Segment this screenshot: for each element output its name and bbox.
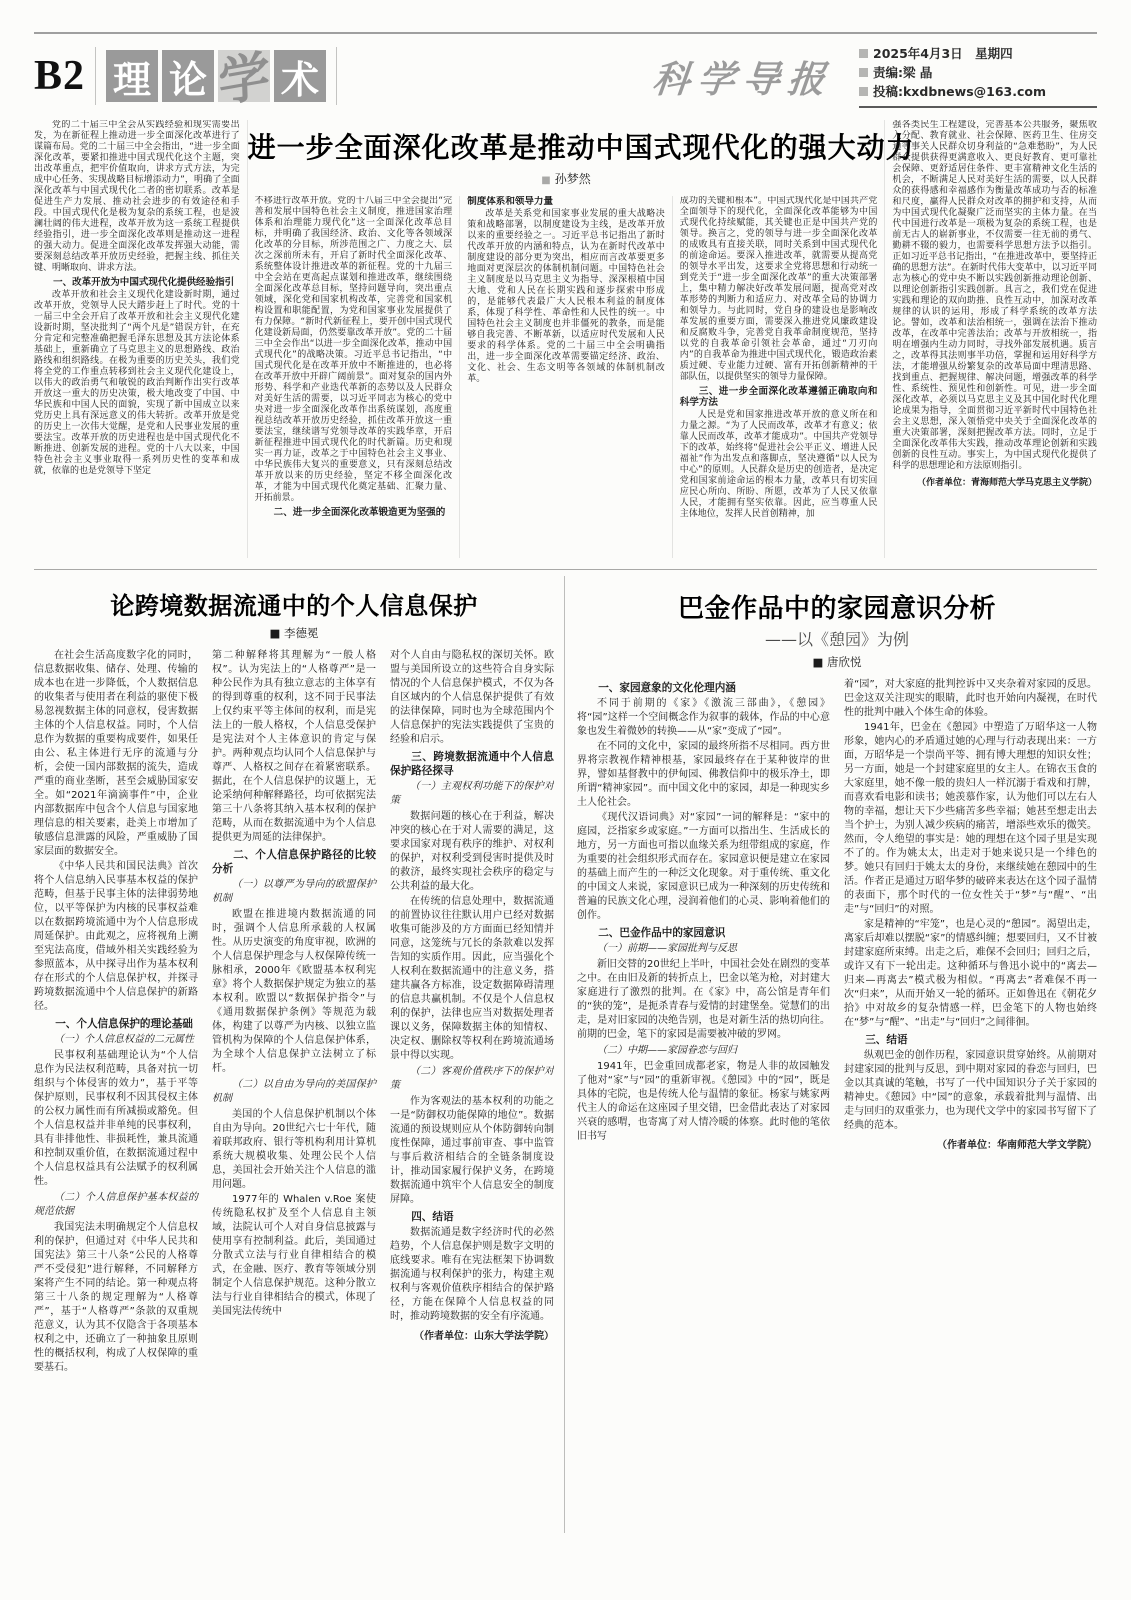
sub-subheading: （二）客观价值秩序下的保护对策 [390, 1066, 554, 1091]
subheading: 一、家园意象的文化伦理内涵 [598, 682, 736, 694]
paragraph: 1941年，巴金重回成都老家，物是人非的故园触发了他对“家”与“园”的重新审视。《憩园》中的“园”，既是具体的宅院，也是传统人伦与温情的象征。杨家与姚家两代主人的命运在这座园子里交错，巴金借此表达了对家园兴衰的感喟，也寄寓了对人情冷暖的体察。此时他的笔依旧书写 [577, 1061, 830, 1142]
paragraph: 我国宪法未明确规定个人信息权利的保护，但通过对《中华人民共和国宪法》第三十八条“公民的人格尊严不受侵犯”进行解释，不同解释方案将产生不同的结论。第一种观点将第三十八条的规定理解为“人格尊严”，基于“人格尊严”条款的双重规范意义，认为其不仅隐含于各项基本权利之中，还确立了一种抽象且原则性的概括权利，构成了人权保障的重要基石。 [34, 1222, 198, 1373]
sub-subheading: （一）个人信息权益的二元属性 [54, 1034, 194, 1045]
sub-subheading: （一）前期——家园批判与反思 [597, 943, 737, 954]
subheading: 二、进一步全面深化改革锻造更为坚强的 [273, 507, 446, 518]
byline-square-icon: ■ [541, 175, 551, 186]
top-rule [34, 32, 1097, 34]
page-header [34, 38, 1097, 114]
header-left [34, 43, 337, 115]
square-bullet-icon [859, 49, 868, 58]
subheading: 二、个人信息保护路径的比较分析 [212, 849, 376, 875]
header-right [650, 44, 1097, 108]
page-number: B2 [34, 53, 86, 99]
paragraph: 《现代汉语词典》对“家园”一词的解释是：“家中的庭园，泛指家乡或家庭。”一方面可以指出生、生活成长的地方，另一方面也可指以血缘关系为纽带组成的家庭，作为重要的社会组织形式而存在。家园意识便是建立在家园的基础上而产生的一种泛文化现象。对于重传统、重文化的中国文人来说，家园意识已成为一种深刻的历史传统和普遍的民族文化心理，浸润着他们的心灵、影响着他们的创作。 [577, 812, 830, 921]
article-column [247, 196, 460, 558]
paragraph: 1941年，巴金在《憩园》中塑造了万昭华这一人物形象，她内心的矛盾通过她的心理与行动表现出来：一方面，万昭华是一个崇尚平等、拥有博大理想的知识女性；另一方面，她是一个封建家庭里的女主人。在锦衣玉食的大家庭里，她不像一般的贵妇人一样沉溺于看戏和打牌，而喜欢看电影和读书；她羡慕作家，认为他们可以左右人物的幸福，想让天下少些痛苦多些幸福；她甚至想走出去当个护士，为别人减少疾病的痛苦，增添些欢乐的微笑。然而，令人绝望的事实是：她的理想在这个园子里是实现不了的。作为姚太太，出走对于她来说只是一个绯色的梦。她只有回归于姚太太的身份，来继续她在憩园中的生活。作者正是通过万昭华梦的破碎来表达在这个园子温情的表面下，那个时代的一位女性关于“梦”与“醒”、“出走”与“回归”的对照。 [844, 722, 1097, 915]
article-column [672, 196, 885, 558]
paragraph: 作为客观法的基本权利的功能之一是“防御权功能保障的地位”。数据流通的预设规则应从个体防御转向制度性保障，通过事前审查、事中监管与事后救济相结合的全链条制度设计，推动国家履行保护义务，在跨境数据流通中筑牢个人信息安全的制度屏障。 [390, 1096, 554, 1205]
main-headline-block [247, 120, 915, 196]
left-article-byline [34, 625, 554, 641]
main-article [34, 120, 1097, 558]
sub-subheading: （一）以尊严为导向的欧盟保护机制 [212, 879, 376, 904]
subheading: 三、跨境数据流通中个人信息保护路径探寻 [390, 751, 554, 777]
left-article-columns [34, 649, 554, 1541]
editor-line: 责编:梁 晶 [859, 63, 1097, 82]
right-article-columns [577, 678, 1097, 1530]
paragraph: 数据问题的核心在于利益，解决冲突的核心在于对人需要的满足，这要求国家对现有秩序的维护、对权利的保护，对权利受到侵害时提供及时的救济，最终实现社会秩序的稳定与公共利益的最大化。 [390, 811, 554, 892]
paragraph: 1977年的 Whalen v.Roe 案使传统隐私权扩及至个人信息自主领域，法院认可个人对自身信息披露与使用享有控制利益。此后，美国通过分散式立法与行业自律相结合的模式，在金融、医疗、教育等领域分别制定个人信息保护规范。这种分散立法与行业自律相结合的模式，体现了美国宪法传统中 [212, 1194, 376, 1317]
paragraph: 在不同的文化中，家园的最终所指不尽相同。西方世界将宗教视作精神根基，家园最终存在于某种彼岸的世界，譬如基督教中的伊甸园、佛教信仰中的极乐净土，即所谓“精神家园”。而中国文化中的家园，却是一种现实乡土人伦社会。 [577, 741, 830, 808]
paragraph-continuation: 第二种解释将其理解为“一般人格权”。认为宪法上的“人格尊严”是一种公民作为具有独立意志的主体享有的得到尊重的权利，这不同于民事法上仅约束平等主体间的权利，而是宪法上的一般人格权，个人信息受保护是宪法对个人主体意识的肯定与保护。两种观点均认同个人信息保护与尊严、人格权之间存在着紧密联系。据此，在个人信息保护的议题上，无论采纳何种解释路径，均可依据宪法第三十八条将其纳入基本权利的保护范畴，从而在数据流通中为个人信息提供更为周延的法律保护。 [212, 650, 376, 843]
article-column [577, 678, 837, 1530]
paragraph: 党的二十届三中全会从实践经验和现实需要出发，为在新征程上推动进一步全面深化改革进行了谋篇布局。党的二十届三中全会指出，“进一步全面深化改革，要紧扣推进中国式现代化这个主题，突出改革重点，把牢价值取向，讲求方式方法，为完成中心任务、实现战略目标增添动力”，明确了全面深化改革与中国式现代化二者的密切联系。改革是促进生产力发展、推动社会进步的有效途径和手段。中国式现代化是极为复杂的系统工程，也是波澜壮阔的伟大进程，改革开放为这一系统工程提供经验指引，进一步全面深化改革则是推动这一进程的强大动力。促进全面深化改革发挥强大动能，需要深刻总结改革开放历史经验，把握主线、抓住关键、明晰取向、讲求方法。 [34, 120, 240, 273]
publication-info [859, 44, 1097, 108]
subheading: 一、个人信息保护的理论基础 [55, 1018, 193, 1030]
right-article-byline [577, 654, 1097, 670]
article-column [884, 120, 1097, 558]
square-bullet-icon [859, 68, 868, 77]
author-attribution: （作者单位：青海师范大学马克思主义学院） [916, 478, 1097, 488]
section-logo-block: 论 [162, 50, 214, 102]
paragraph: 人民是党和国家推进改革开放的意义所在和力量之源。“为了人民而改革，改革才有意义；依靠人民而改革，改革才能成功”。中国共产党领导下的改革，始终将“促进社会公平正义、增进人民福祉”作为出发点和落脚点，坚决遵循“以人民为中心”的原则。人民群众是历史的创造者，是决定党和国家前途命运的根本力量，改革只有切实回应民心所向、所盼、所愿，改革为了人民又依靠人民，才能拥有坚实依靠。因此，应当尊重人民主体地位，发挥人民首创精神，加 [679, 410, 878, 519]
left-article-author: 李德冕 [284, 626, 319, 640]
article-column [205, 649, 383, 1541]
right-article-author: 唐欣悦 [827, 655, 862, 669]
article-column [383, 649, 554, 1541]
article-column [34, 649, 205, 1541]
section-logo-block: 理 [106, 50, 158, 102]
main-article-columns [34, 120, 1097, 558]
main-article-title: 进一步全面深化改革是推动中国式现代化的强大动力 [247, 131, 915, 164]
subheading: 三、进一步全面深化改革遵循正确取向和科学方法 [679, 386, 878, 408]
sub-subheading: （一）主观权利功能下的保护对策 [390, 781, 554, 806]
article-column [459, 196, 672, 558]
section-logo-block: 术 [274, 50, 326, 102]
left-article [34, 570, 564, 1541]
main-article-author: 孙梦然 [554, 172, 591, 186]
date-line: 2025年4月3日 星期四 [859, 44, 1097, 63]
bottom-section [34, 569, 1097, 1541]
byline-square-icon: ■ [812, 655, 824, 669]
paragraph: 新旧交替的20世纪上半叶，中国社会处在剧烈的变革之中。在由旧及新的转折点上，巴金以笔为枪，对封建大家庭进行了激烈的批判。在《家》中，高公馆是青年们的“狭的笼”，是扼杀青春与爱情的封建堡垒。觉慧们的出走，是对旧家园的决绝告别，也是对新生活的热切向往。前期的巴金，笔下的家园是需要被冲破的罗网。 [577, 959, 830, 1040]
paragraph: 在社会生活高度数字化的同时，信息数据收集、储存、处理、传输的成本也在进一步降低，个人数据信息的收集者与使用者在利益的驱使下极易忽视数据主体的同意权，侵害数据主体的个人信息权益。同时，个人信息作为数据的重要构成要件，如果任由公、私主体进行无序的流通与分析，会使一国内部数据的流失，造成严重的商业垄断，甚至会威胁国家安全。如“2021年滴滴事件”中，企业内部数据库中包含个人信息与国家地理信息的相关要素，赴美上市增加了敏感信息泄露的风险，严重威胁了国家层面的数据安全。 [34, 650, 198, 857]
sub-subheading: （二）以自由为导向的美国保护机制 [212, 1079, 376, 1104]
paragraph: 欧盟在推进境内数据流通的同时，强调个人信息所承载的人权属性。从历史演变的角度审视，欧洲的个人信息保护理念与人权保障传统一脉相承，2000年《欧盟基本权利宪章》将个人数据保护规定为独立的基本权利。欧盟以“数据保护指令”与《通用数据保护条例》等规范为载体，构建了以尊严为内核、以独立监管机构为保障的个人信息保护体系，为全球个人信息保护立法树立了标杆。 [212, 909, 376, 1074]
subheading: 一、改革开放为中国式现代化提供经验指引 [53, 277, 235, 288]
divider [336, 47, 337, 105]
paragraph: 民事权利基础理论认为“个人信息作为民法权利范畴，具备对抗一切组织与个体侵害的效力”，基于平等保护原则，民事权利不因其侵权主体的公权力属性而有所减损或豁免。但个人信息权益并非单纯的民事权利，具有非排他性、非损耗性，兼具流通和控制双重价值，在数据流通过程中个人信息权益具有公法赋予的权利属性。 [34, 1050, 198, 1187]
byline-square-icon: ■ [269, 626, 281, 640]
sub-subheading: （二）中期——家园眷恋与回归 [597, 1045, 737, 1056]
right-article-title: 巴金作品中的家园意识分析 [677, 594, 996, 624]
paragraph: 数据流通是数字经济时代的必然趋势，个人信息保护则是数字文明的底线要求。唯有在宪法框架下协调数据流通与权利保护的张力，构建主观权利与客观价值秩序相结合的保护路径，方能在保障个人信息权益的同时，推动跨境数据的安全有序流通。 [390, 1227, 554, 1322]
section-logo [106, 43, 326, 115]
subheading-continuation: 制度体系和领导力量 [467, 196, 553, 207]
author-attribution: （作者单位：山东大学法学院） [414, 1331, 554, 1342]
section-logo-block-stylized: 学 [217, 43, 271, 115]
sub-subheading: （二）个人信息保护基本权益的规范依据 [34, 1192, 198, 1217]
paragraph: 美国的个人信息保护机制以个体自由为导向。20世纪六七十年代，随着联邦政府、银行等机构利用计算机系统大规模收集、处理公民个人信息，美国社会开始关注个人信息的滥用问题。 [212, 1109, 376, 1190]
paragraph-continuation: 成功的关键和根本”。中国式现代化是中国共产党全面领导下的现代化，全面深化改革能够为中国式现代化持续赋能，其关键也正是中国共产党的领导。换言之，党的领导与进一步全面深化改革的成败具有直接关联，同时关系到中国式现代化的前途命运。要深入推进改革，就需要从提高党的领导水平出发，这要求全党将思想和行动统一到党关于“进一步全面深化改革”的重大决策部署上，集中精力解决好改革发展问题，提高党对改革形势的判断力和适应力、对改革全局的协调力和领导力。与此同时，党自身的建设也是影响改革发展的重要方面，需要深入推进党风廉政建设和反腐败斗争，完善党自我革命制度规范，坚持以党的自我革命引领社会革命，通过“刀刃向内”的自我革命为推进中国式现代化，锻造政治素质过硬、专业能力过硬、富有开拓创新精神的干部队伍，以提供坚实的领导力量保障。 [679, 196, 878, 382]
right-article [565, 570, 1097, 1541]
subheading: 三、结语 [865, 1034, 908, 1046]
paragraph-continuation: 强各类民生工程建设，完善基本公共服务，聚焦收入分配、教育就业、社会保障、医药卫生、住房交通等事关人民群众切身利益的“急难愁盼”，为人民群众提供获得更满意收入、更良好教育、更可靠社会保障、更舒适居住条件、更丰富精神文化生活的机会，不断满足人民对美好生活的需要，以人民群众的获得感和幸福感作为衡量改革成功与否的标准和尺度，赢得人民群众对改革的拥护和支持，从而为中国式现代化凝聚广泛而坚实的主体力量。在当代中国进行改革是一项极为复杂的系统工程，也是前无古人的崭新事业，不仅需要一往无前的勇气、勤耕不辍的毅力，也需要科学思想方法予以指引。正如习近平总书记指出，“在推进改革中，要坚持正确的思想方法”。在新时代伟大变革中，以习近平同志为核心的党中央不断以实践创新推动理论创新、以理论创新指引实践创新。具言之，我们党在促进实践和理论的双向助推、良性互动中，加深对改革规律的认识的运用，形成了科学系统的改革方法论。譬如，改革和法治相统一，强调在法治下推动改革，在改革中完善法治；改革与开放相统一，指明在增强内生动力同时，寻找外部发展机遇。质言之，改革得其法则事半功倍，掌握和运用好科学方法，才能增强从纷繁复杂的改革局面中理清思路、找到重点、把握规律、解决问题，增强改革的科学性、系统性、预见性和创新性。可见，进一步全面深化改革，必须以马克思主义及其中国化时代化理论成果为指导，全面贯彻习近平新时代中国特色社会主义思想，深入领悟党中央关于全面深化改革的重大决策部署，深刻把握改革方法。同时，立足于全面深化改革伟大实践，推动改革理论创新和实践创新的良性互动。事实上，为中国式现代化提供了科学的思想理论和方法原则指引。 [892, 120, 1097, 471]
paragraph-continuation: 不移进行改革开放。党的十八届三中全会提出“完善和发展中国特色社会主义制度，推进国家治理体系和治理能力现代化”这一全面深化改革总目标，并明确了我国经济、政治、文化等各领域深化改革的分目标，所涉范围之广、力度之大、层次之深前所未有，开启了新时代全面深化改革、系统整体设计推进改革的新征程。党的十九届三中全会站在更高起点谋划和推进改革，继续围绕全面深化改革总目标，坚持问题导向，突出重点领域，深化党和国家机构改革，完善党和国家机构设置和职能配置，为党和国家事业发展提供了有力保障。“新时代新征程上，要开创中国式现代化建设新局面，仍然要靠改革开放”。党的二十届三中全会作出“以进一步全面深化改革，推动中国式现代化”的战略决策。习近平总书记指出，“中国式现代化是在改革开放中不断推进的，也必将在改革开放中开辟广阔前景”。面对复杂的国内外形势、科学和产业迭代革新的态势以及人民群众对美好生活的需要，以习近平同志为核心的党中央对进一步全面深化改革作出系统谋划，高度重视总结改革开放历史经验，抓住改革开放这一重要法宝，继续谱写党领导改革的实践华章，开启新征程推进中国式现代化的时代新篇。历史和现实一再力证，改革之于中国特色社会主义事业、中华民族伟大复兴的重要意义，只有深刻总结改革开放以来的历史经验，坚定不移全面深化改革，才能为中国式现代化奠定基础、汇聚力量、开拓前景。 [254, 196, 453, 503]
square-bullet-icon [859, 87, 868, 96]
paragraph-continuation: 对个人自由与隐私权的深切关怀。欧盟与美国所设立的这些符合自身实际情况的个人信息保护模式，不仅为各自区域内的个人信息保护提供了有效的法律保障，同时也为全球范围内个人信息保护的宪法实践提供了宝贵的经验和启示。 [390, 650, 554, 745]
submission-line: 投稿:kxdbnews@163.com [859, 82, 1097, 101]
paragraph: 家是精神的“牢笼”，也是心灵的“憩园”。渴望出走，离家后却难以摆脱“家”的情感纠缠；想要回归，又不甘被封建家庭所束缚。出走之后，难保不会回归；回归之后，或许又有下一轮出走。这种循环与鲁迅小说中的“离去—归来—再离去”模式极为相似。“再离去”者难保不再一次“归来”，从而开始又一轮的循环。正如鲁迅在《朝花夕拾》中对故乡的复杂情感一样，巴金笔下的人物也始终在“梦”与“醒”、“出走”与“回归”之间徘徊。 [844, 919, 1097, 1028]
right-article-subtitle: ——以《憩园》为例 [764, 630, 909, 649]
left-article-title: 论跨境数据流通中的个人信息保护 [110, 592, 478, 620]
subheading: 二、巴金作品中的家园意识 [598, 927, 726, 939]
paragraph: 在传统的信息处理中，数据流通的前置协议往往默认用户已经对数据收集可能涉及的方方面面已经知情并同意，这笼统与冗长的条款难以发挥告知的实质作用。因此，应当强化个人权利在数据流通中的注意义务，搭建共赢各方标准，设定数据障碍清理的信息共赢机制。不仅是个人信息权利的保护，法律也应当对数据处理者课以义务，保障数据主体的知情权、决定权、删除权等权利在跨境流通场景中得以实现。 [390, 896, 554, 1061]
author-attribution: （作者单位：华南师范大学文学院） [937, 1140, 1097, 1151]
paragraph: 改革开放和社会主义现代化建设新时期，通过改革开放，党领导人民大踏步赶上了时代。党的十一届三中全会开启了改革开放和社会主义现代化建设新时期，坚决批判了“两个凡是”错误方针，在充分肯定和完整准确把握毛泽东思想及其方法论体系基础上，重新确立了马克思主义的思想路线、政治路线和组织路线。在极为重要的历史关头，我们党将全党的工作重点转移到社会主义现代化建设上，以伟大的政治勇气和敏锐的政治判断作出实行改革开放这一重大的历史决策，极大地改变了中国、中华民族和中国人民的面貌，实现了新中国成立以来党历史上具有深远意义的伟大转折。改革开放是党的历史上一次伟大觉醒，是党和人民事业发展的重要法宝。改革开放的历史进程也是中国式现代化不断推进、创新发展的进程。党的十八大以来，中国特色社会主义事业取得一系列历史性的变革和成就，依靠的也是党领导下坚定 [34, 290, 240, 476]
paragraph: 《中华人民共和国民法典》首次将个人信息纳入民事基本权益的保护范畴，但基于民事主体的法律弱势地位，以平等保护为内核的民事权益难以在数据跨境流通中为个人信息形成周延保护。由此观之，应将视角上溯至宪法高度，借域外相关实践经验为参照蓝本，从中探寻出作为基本权利存在形式的个人信息保护权，并探寻跨境数据流通中个人信息保护的新路径。 [34, 861, 198, 1012]
paragraph: 纵观巴金的创作历程，家园意识贯穿始终。从前期对封建家园的批判与反思，到中期对家园的眷恋与回归，巴金以其真诚的笔触，书写了一代中国知识分子关于家园的精神史。《憩园》中“园”的意象，承载着批判与温情、出走与回归的双重张力，也为现代文学中的家园书写留下了经典的范本。 [844, 1050, 1097, 1131]
paragraph-continuation: 着“园”，对大家庭的批判控诉中又夹杂着对家园的反思。巴金这双关注现实的眼睛，此时也开始向内凝视，在时代性的批判中融入个体生命的体验。 [844, 679, 1097, 718]
paragraph: 改革是关系党和国家事业发展的重大战略决策和战略部署，以制度建设为主线，是改革开放以来的重要经验之一。习近平总书记指出了新时代改革开放的内涵和特点，认为在新时代改革中制度建设的部分更为突出，相应而言改革要更多地面对更深层次的体制机制问题。中国特色社会主义制度是以马克思主义为指导、深深根植中国大地、党和人民在长期实践和逐步探索中形成的，是能够代表最广大人民根本利益的制度体系，体现了科学性、革命性和人民性的统一。中国特色社会主义制度也并非僵死的教条，而是能够自我完善、不断革新，以适应时代发展和人民要求的科学体系。党的二十届三中全会明确指出，进一步全面深化改革需要锚定经济、政治、文化、社会、生态文明等各领域的体制机制改革。 [467, 209, 665, 384]
masthead: 科学导报 [650, 57, 835, 101]
paragraph: 不同于前期的《家》《激流三部曲》，《憩园》将“园”这样一个空间概念作为叙事的载体，作品的中心意象也发生着微妙的转换——从“家”变成了“园”。 [577, 698, 830, 737]
main-article-byline [248, 170, 885, 187]
subheading: 四、结语 [411, 1211, 454, 1223]
article-column [34, 120, 247, 558]
article-column [837, 678, 1097, 1530]
divider [95, 47, 96, 105]
